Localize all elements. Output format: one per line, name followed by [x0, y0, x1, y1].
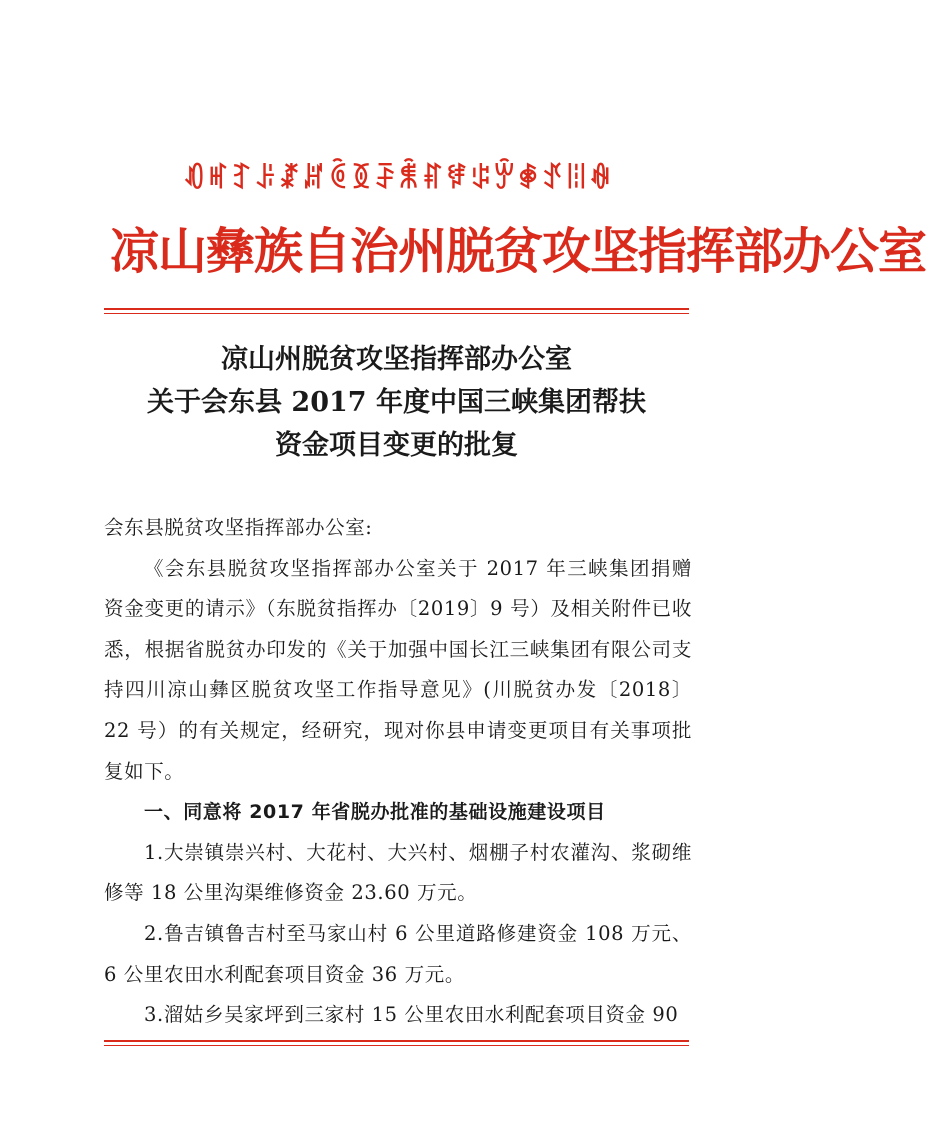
paragraph-request-reference: 《会东县脱贫攻坚指挥部办公室关于 2017 年三峡集团捐赠资金变更的请示》（东脱贫指挥办〔2019〕9 号）及相关附件已收悉，根据省脱贫办印发的《关于加强中国长江三峡集团有限公司支持四川凉山彝区脱贫攻坚工作指导意见》(川脱贫办发〔2018〕22 号）的有关规定，经研究，现对你县申请变更项目有关事项批复如下。: [104, 556, 692, 783]
list-item-2: 2.鲁吉镇鲁吉村至马家山村 6 公里道路修建资金 108 万元、6 公里农田水利配套项目资金 36 万元。: [104, 921, 692, 986]
document-title: [104, 338, 689, 467]
salutation: 会东县脱贫攻坚指挥部办公室:: [104, 516, 373, 539]
title-line-3: 资金项目变更的批复: [275, 430, 518, 461]
document-body: [104, 508, 692, 1036]
title-line-1: 凉山州脱贫攻坚指挥部办公室: [221, 344, 572, 375]
list-item-3: 3.溜姑乡吴家坪到三家村 15 公里农田水利配套项目资金 90: [144, 1003, 679, 1027]
footer-divider-thick: [104, 1040, 689, 1042]
letterhead-divider-thick: [104, 308, 689, 310]
letterhead-yi-script: ꀒꎭꆈꌠꊨꏦꏱꅉꄚꐨꐥꇂꌒꏭꑸꀋꈨꊿ: [183, 162, 613, 195]
footer-divider-thin: [104, 1045, 689, 1046]
letterhead-org-name: 凉山彝族自治州脱贫攻坚指挥部办公室: [110, 223, 926, 280]
title-line-2: 关于会东县 2017 年度中国三峡集团帮扶: [147, 387, 646, 418]
section-heading-1: 一、同意将 2017 年省脱办批准的基础设施建设项目: [144, 801, 606, 824]
list-item-1: 1.大崇镇崇兴村、大花村、大兴村、烟棚子村农灌沟、浆砌维修等 18 公里沟渠维修资金 23.60 万元。: [104, 840, 692, 905]
letterhead-divider-thin: [104, 313, 689, 314]
